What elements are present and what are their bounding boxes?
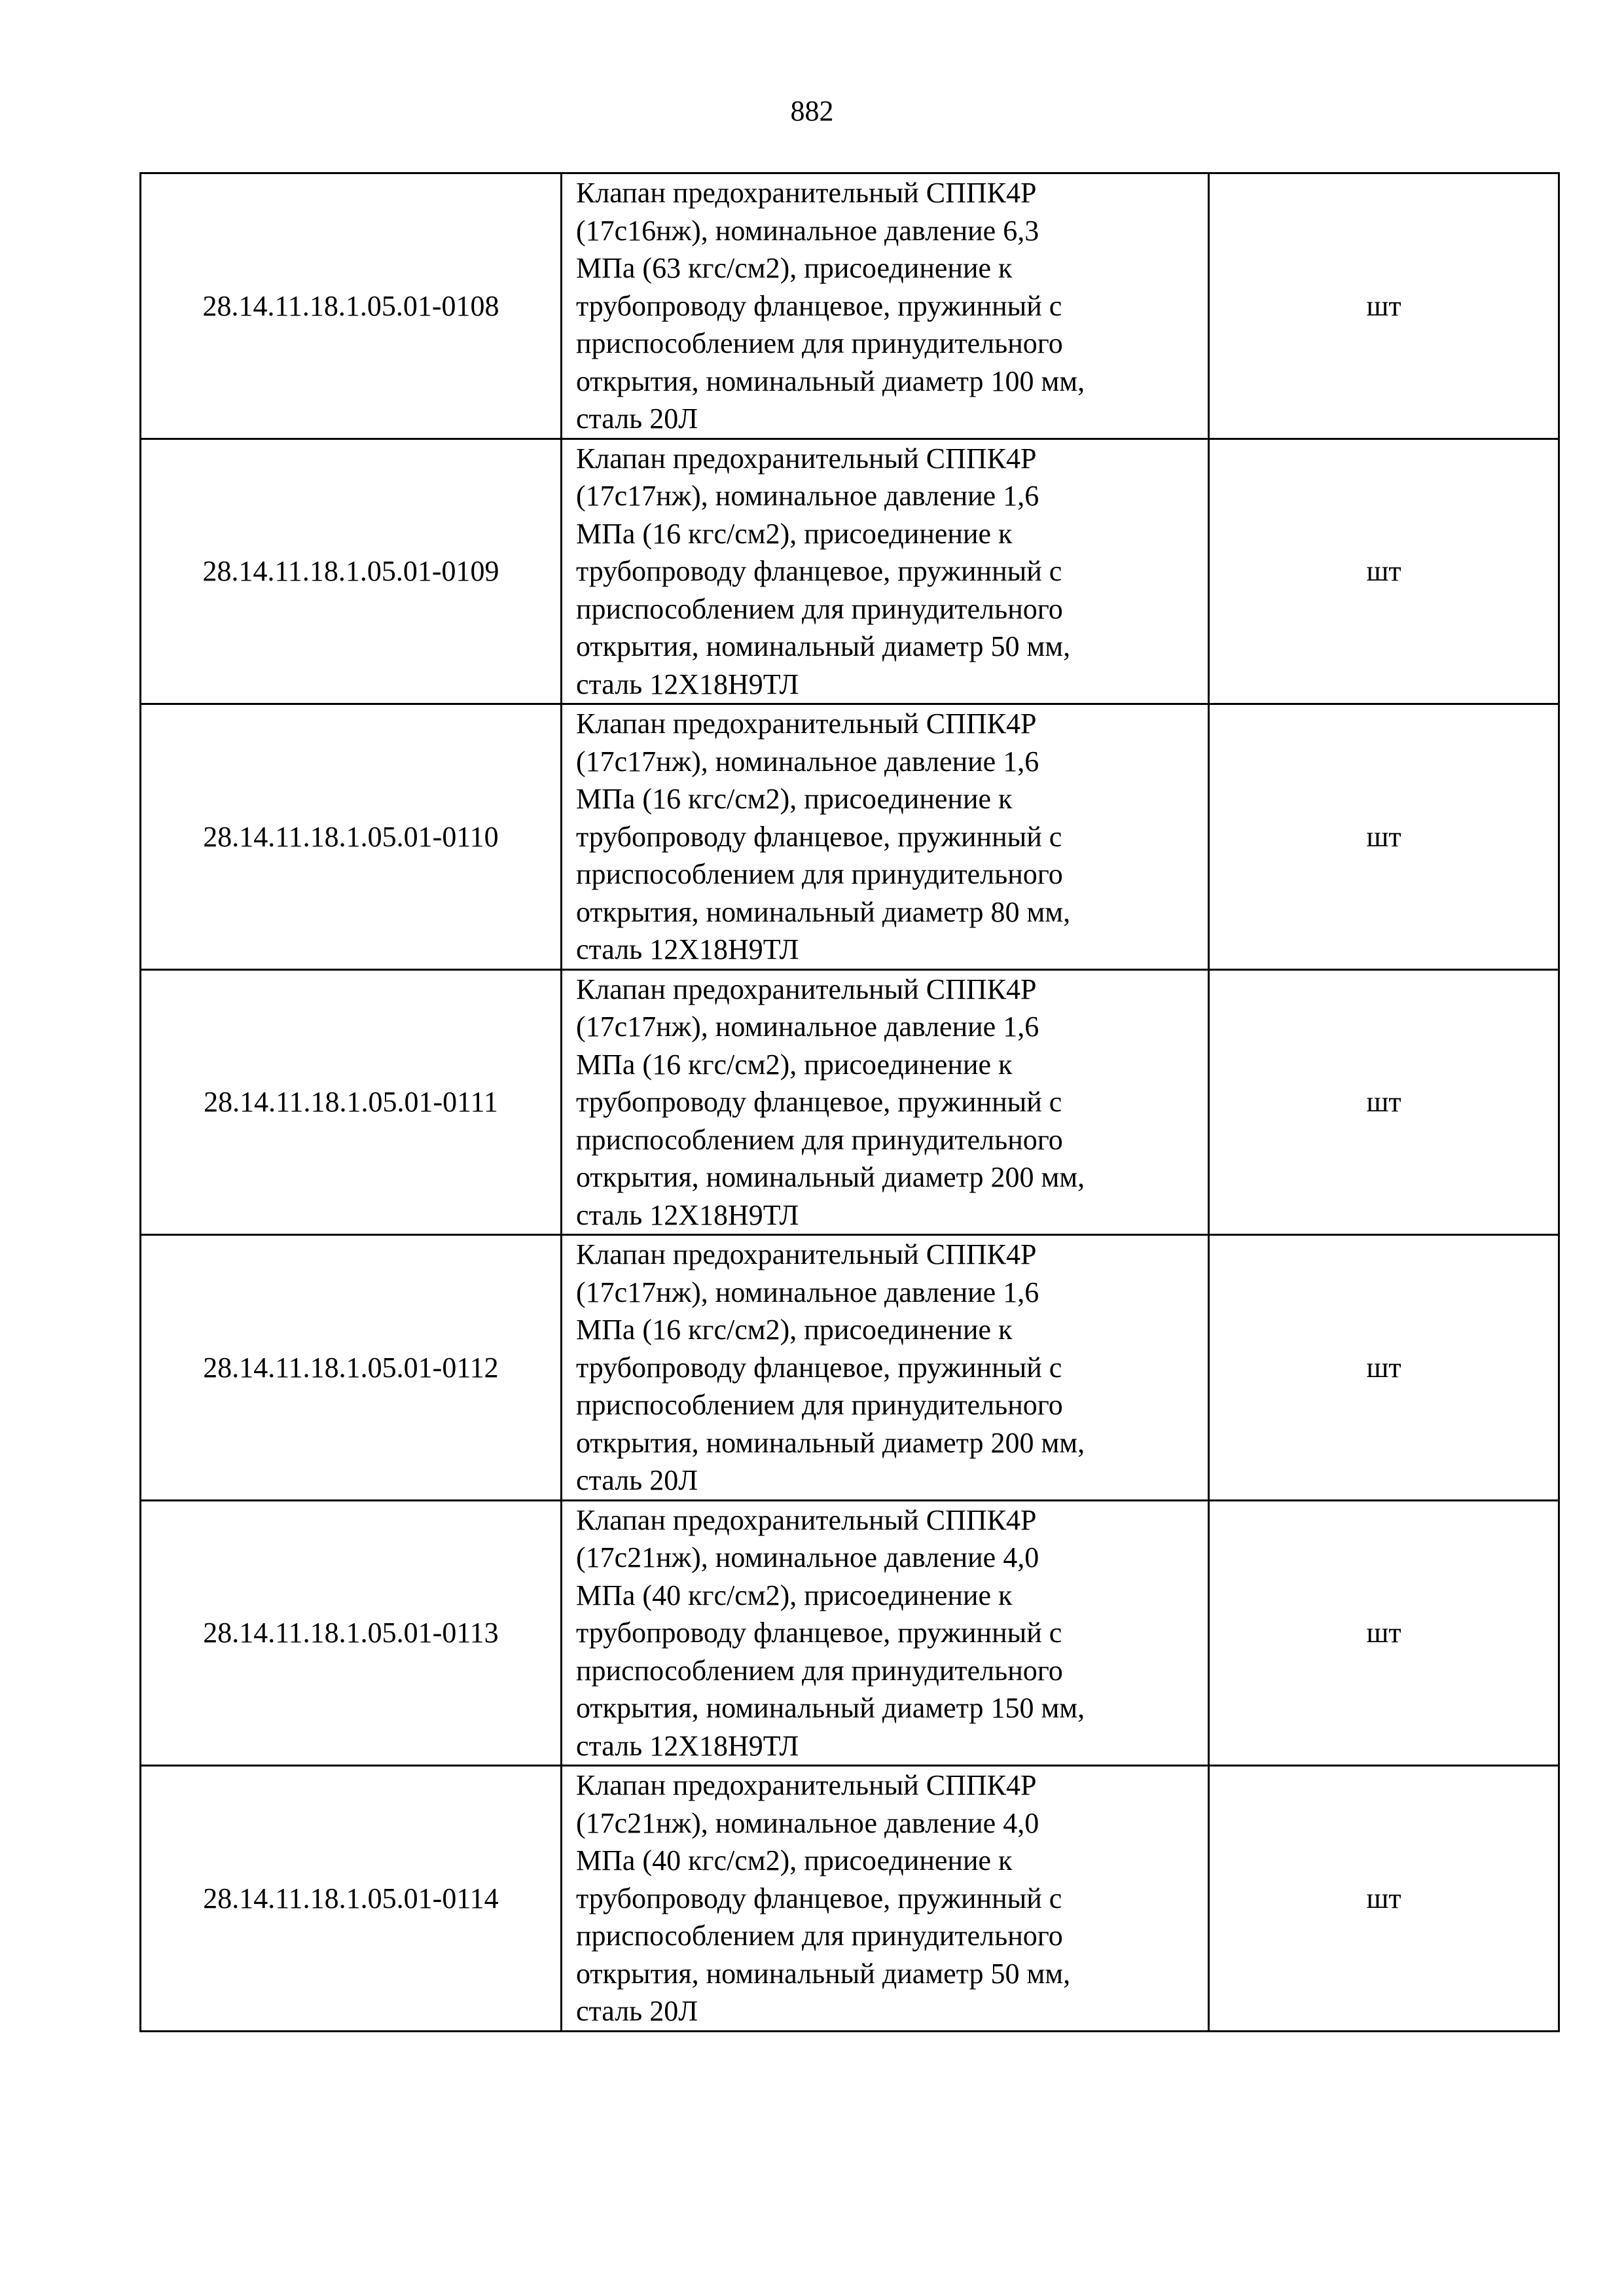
table-row <box>141 439 1559 704</box>
description-line: трубопроводу фланцевое, пружинный с <box>576 820 1062 853</box>
description-line: приспособлением для принудительного <box>576 327 1063 359</box>
description-line: сталь 12Х18Н9ТЛ <box>576 1198 799 1231</box>
resource-description-cell <box>562 969 1209 1235</box>
description-line: открытия, номинальный диаметр 50 мм, <box>576 630 1071 662</box>
resource-code-cell: 28.14.11.18.1.05.01-0111 <box>141 969 562 1235</box>
description-line: приспособлением для принудительного <box>576 1920 1063 1952</box>
table-row <box>141 1500 1559 1766</box>
description-line: сталь 20Л <box>576 403 698 435</box>
table-row <box>141 1766 1559 2032</box>
table-body <box>141 173 1559 2032</box>
description-line: МПа (63 кгс/см2), присоединение к <box>576 252 1013 284</box>
resource-description-cell <box>562 1766 1209 2032</box>
resource-table <box>139 172 1560 2032</box>
resource-description-cell <box>562 439 1209 704</box>
unit-cell: шт <box>1209 1235 1559 1501</box>
description-line: Клапан предохранительный СППК4Р <box>576 708 1037 740</box>
description-line: МПа (16 кгс/см2), присоединение к <box>576 517 1013 550</box>
description-line: трубопроводу фланцевое, пружинный с <box>576 555 1062 587</box>
unit-cell: шт <box>1209 439 1559 704</box>
table-row <box>141 1235 1559 1501</box>
description-line: (17с17нж), номинальное давление 1,6 <box>576 1011 1039 1043</box>
description-line: открытия, номинальный диаметр 200 мм, <box>576 1161 1085 1193</box>
description-line: приспособлением для принудительного <box>576 1389 1063 1421</box>
resource-code-cell: 28.14.11.18.1.05.01-0108 <box>141 173 562 439</box>
description-line: сталь 12Х18Н9ТЛ <box>576 1729 799 1762</box>
description-line: открытия, номинальный диаметр 150 мм, <box>576 1692 1085 1724</box>
description-line: открытия, номинальный диаметр 200 мм, <box>576 1426 1085 1459</box>
description-line: трубопроводу фланцевое, пружинный с <box>576 1086 1062 1118</box>
resource-code-cell: 28.14.11.18.1.05.01-0112 <box>141 1235 562 1501</box>
description-line: МПа (16 кгс/см2), присоединение к <box>576 783 1013 815</box>
page-number: 882 <box>790 95 834 127</box>
description-line: сталь 12Х18Н9ТЛ <box>576 933 799 965</box>
description-line: сталь 20Л <box>576 1464 698 1496</box>
description-line: Клапан предохранительный СППК4Р <box>576 1238 1037 1270</box>
resource-code-cell: 28.14.11.18.1.05.01-0109 <box>141 439 562 704</box>
unit-cell: шт <box>1209 1766 1559 2032</box>
description-line: Клапан предохранительный СППК4Р <box>576 973 1037 1005</box>
unit-cell: шт <box>1209 704 1559 970</box>
description-line: МПа (40 кгс/см2), присоединение к <box>576 1579 1013 1611</box>
description-line: трубопроводу фланцевое, пружинный с <box>576 1351 1062 1384</box>
description-line: приспособлением для принудительного <box>576 592 1063 625</box>
description-line: приспособлением для принудительного <box>576 1654 1063 1687</box>
unit-cell: шт <box>1209 1500 1559 1766</box>
description-line: трубопроводу фланцевое, пружинный с <box>576 1882 1062 1914</box>
description-line: Клапан предохранительный СППК4Р <box>576 1769 1037 1801</box>
description-line: Клапан предохранительный СППК4Р <box>576 442 1037 475</box>
unit-cell: шт <box>1209 969 1559 1235</box>
description-line: (17с21нж), номинальное давление 4,0 <box>576 1541 1039 1573</box>
description-line: (17с17нж), номинальное давление 1,6 <box>576 480 1039 512</box>
description-line: Клапан предохранительный СППК4Р <box>576 177 1037 209</box>
resource-code-cell: 28.14.11.18.1.05.01-0113 <box>141 1500 562 1766</box>
description-line: (17с17нж), номинальное давление 1,6 <box>576 745 1039 778</box>
resource-code-cell: 28.14.11.18.1.05.01-0110 <box>141 704 562 970</box>
resource-description-cell <box>562 704 1209 970</box>
description-line: открытия, номинальный диаметр 50 мм, <box>576 1957 1071 1990</box>
description-line: приспособлением для принудительного <box>576 858 1063 890</box>
description-line: МПа (16 кгс/см2), присоединение к <box>576 1314 1013 1346</box>
description-line: Клапан предохранительный СППК4Р <box>576 1503 1037 1536</box>
description-line: МПа (40 кгс/см2), присоединение к <box>576 1844 1013 1876</box>
description-line: трубопроводу фланцевое, пружинный с <box>576 1617 1062 1649</box>
description-line: (17с16нж), номинальное давление 6,3 <box>576 214 1039 247</box>
description-line: сталь 12Х18Н9ТЛ <box>576 668 799 700</box>
description-line: открытия, номинальный диаметр 80 мм, <box>576 895 1071 928</box>
table-row <box>141 704 1559 970</box>
table-row <box>141 969 1559 1235</box>
description-line: (17с21нж), номинальное давление 4,0 <box>576 1806 1039 1839</box>
description-line: приспособлением для принудительного <box>576 1123 1063 1156</box>
unit-cell: шт <box>1209 173 1559 439</box>
resource-description-cell <box>562 1500 1209 1766</box>
resource-code-cell: 28.14.11.18.1.05.01-0114 <box>141 1766 562 2032</box>
description-line: МПа (16 кгс/см2), присоединение к <box>576 1048 1013 1081</box>
description-line: сталь 20Л <box>576 1995 698 2027</box>
table-row <box>141 173 1559 439</box>
description-line: трубопроводу фланцевое, пружинный с <box>576 289 1062 322</box>
resource-description-cell <box>562 173 1209 439</box>
resource-description-cell <box>562 1235 1209 1501</box>
description-line: (17с17нж), номинальное давление 1,6 <box>576 1276 1039 1308</box>
description-line: открытия, номинальный диаметр 100 мм, <box>576 365 1085 397</box>
